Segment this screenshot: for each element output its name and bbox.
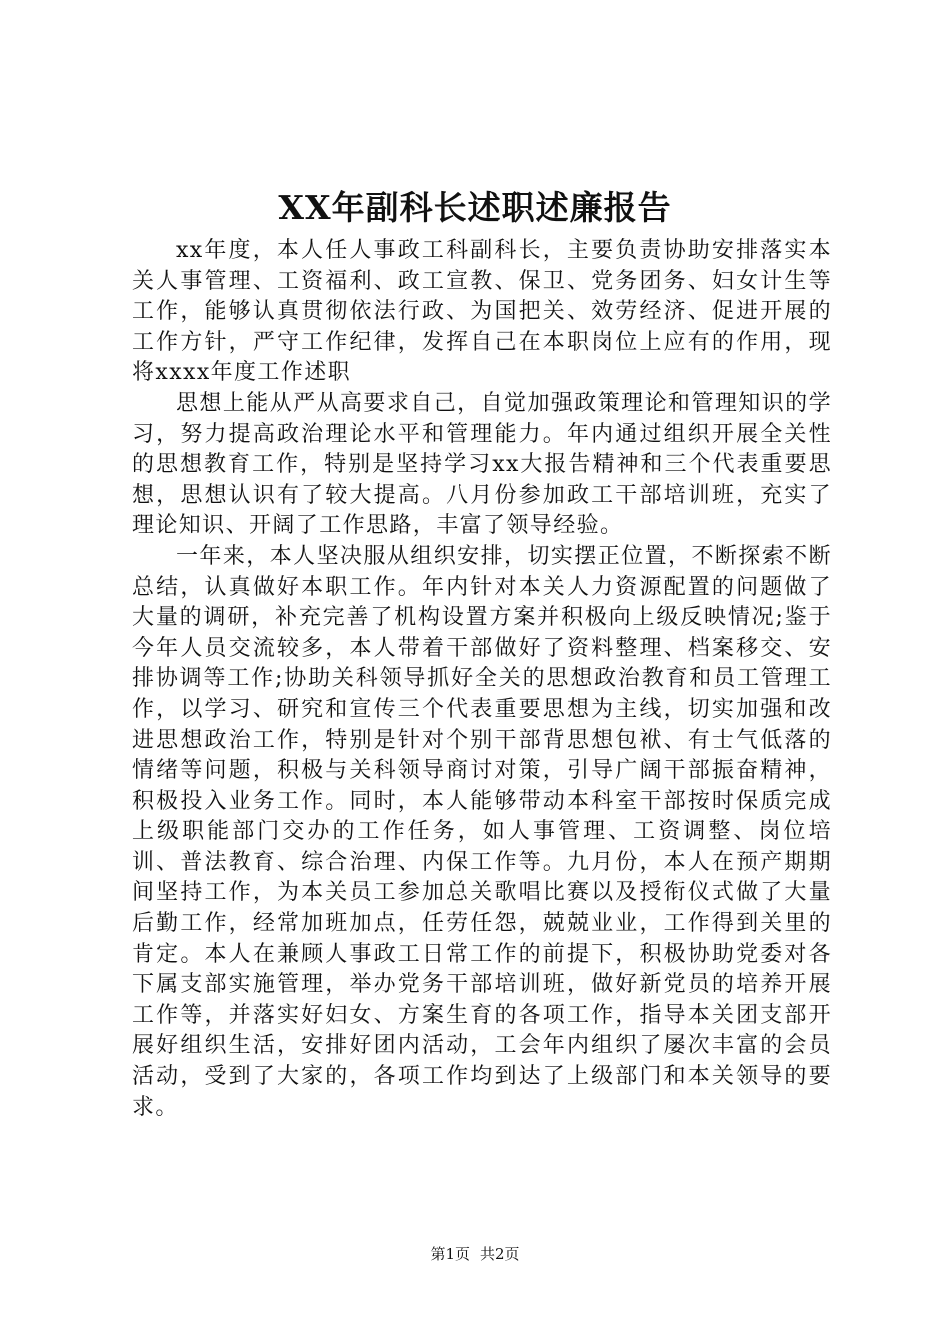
- document-body: [132, 236, 832, 1123]
- page-footer: [0, 1244, 950, 1264]
- page-total: 共2页: [480, 1245, 520, 1263]
- paragraph-work: 一年来，本人坚决服从组织安排，切实摆正位置，不断探索不断总结，认真做好本职工作。年内针对本关人力资源配置的问题做了大量的调研，补充完善了机构设置方案并积极向上级反映情况;鉴于今年人员交流较多，本人带着干部做好了资料整理、档案移交、安排协调等工作;协助关科领导抓好全关的思想政治教育和员工管理工作，以学习、研究和宣传三个代表重要思想为主线，切实加强和改进思想政治工作，特别是针对个别干部背思想包袱、有士气低落的情绪等问题，积极与关科领导商讨对策，引导广阔干部振奋精神，积极投入业务工作。同时，本人能够带动本科室干部按时保质完成上级职能部门交办的工作任务，如人事管理、工资调整、岗位培训、普法教育、综合治理、内保工作等。九月份，本人在预产期期间坚持工作，为本关员工参加总关歌唱比赛以及授衔仪式做了大量后勤工作，经常加班加点，任劳任怨，兢兢业业，工作得到关里的肯定。本人在兼顾人事政工日常工作的前提下，积极协助党委对各下属支部实施管理，举办党务干部培训班，做好新党员的培养开展工作等，并落实好妇女、方案生育的各项工作，指导本关团支部开展好组织生活，安排好团内活动，工会年内组织了屡次丰富的会员活动，受到了大家的，各项工作均到达了上级部门和本关领导的要求。: [132, 543, 832, 1120]
- document-title: XX年副科长述职述廉报告: [278, 188, 672, 227]
- paragraph-ideology: 思想上能从严从高要求自己，自觉加强政策理论和管理知识的学习，努力提高政治理论水平和管理能力。年内通过组织开展全关性的思想教育工作，特别是坚持学习xx大报告精神和三个代表重要思想，思想认识有了较大提高。八月份参加政工干部培训班，充实了理论知识、开阔了工作思路，丰富了领导经验。: [132, 390, 832, 539]
- page-number: 第1页: [430, 1245, 470, 1263]
- paragraph-intro: xx年度，本人任人事政工科副科长，主要负责协助安排落实本关人事管理、工资福利、政工宣教、保卫、党务团务、妇女计生等工作，能够认真贯彻依法行政、为国把关、效劳经济、促进开展的工作方针，严守工作纪律，发挥自己在本职岗位上应有的作用，现将xxxx年度工作述职: [132, 238, 832, 386]
